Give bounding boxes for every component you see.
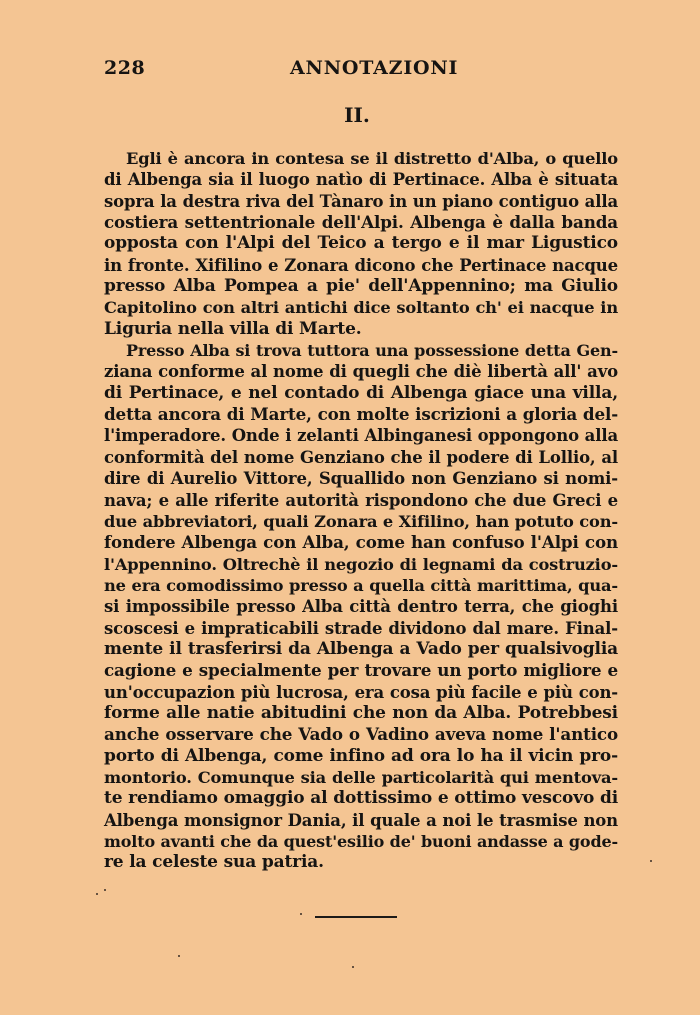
text-line: in fronte. Xifilino e Zonara dicono che Pertinace nacque: [104, 255, 618, 275]
text-line: si impossibile presso Alba città dentro terra, che gioghi: [104, 597, 618, 617]
body-text: [104, 148, 618, 874]
text-line: sopra la destra riva del Tànaro in un piano contiguo alla: [104, 191, 618, 211]
scan-speck: [96, 893, 98, 895]
text-line: ziana conforme al nome di quegli che diè libertà all' avo: [104, 362, 618, 382]
text-line: fondere Albenga con Alba, come han confuso l'Alpi con: [104, 532, 618, 553]
text-line: te rendiamo omaggio al dottissimo e ottimo vescovo di: [104, 788, 618, 809]
text-line: forme alle natie abitudini che non da Alba. Potrebbesi: [104, 702, 618, 723]
section-number: II.: [344, 103, 370, 127]
text-line: dire di Aurelio Vittore, Squallido non Genziano si nomi-: [104, 469, 618, 489]
text-line: l'imperadore. Onde i zelanti Albinganesi oppongono alla: [104, 426, 618, 446]
text-line: detta ancora di Marte, con molte iscrizioni a gloria del-: [104, 404, 618, 425]
text-line: Liguria nella villa di Marte.: [104, 318, 362, 339]
text-line: di Pertinace, e nel contado di Albenga giace una villa,: [104, 382, 618, 403]
text-line: nava; e alle riferite autorità rispondono che due Greci e: [104, 490, 618, 510]
text-line: re la celeste sua patria.: [104, 852, 324, 873]
text-line: cagione e specialmente per trovare un porto migliore e: [104, 660, 618, 681]
text-line: presso Alba Pompea a pie' dell'Appennino; ma Giulio: [104, 276, 618, 297]
scan-speck: [104, 889, 106, 891]
text-line: due abbreviatori, quali Zonara e Xifilino, han potuto con-: [104, 511, 618, 531]
text-line: opposta con l'Alpi del Teico a tergo e il mar Ligustico: [104, 233, 618, 254]
text-line: l'Appennino. Oltrechè il negozio di legnami da costruzio-: [104, 554, 618, 574]
text-line: porto di Albenga, come infino ad ora lo ha il vicin pro-: [104, 745, 618, 766]
text-line: scoscesi e impraticabili strade dividono dal mare. Final-: [104, 618, 618, 638]
page-number: 228: [104, 57, 146, 79]
scan-speck: [352, 966, 354, 968]
text-line: costiera settentrionale dell'Alpi. Albenga è dalla banda: [104, 212, 618, 233]
text-line: montorio. Comunque sia delle particolarità qui mentova-: [104, 767, 618, 787]
scan-speck: [300, 913, 302, 915]
text-line: Presso Alba si trova tuttora una possessione detta Gen-: [126, 341, 618, 361]
text-line: ne era comodissimo presso a quella città marittima, qua-: [104, 575, 618, 595]
text-line: di Albenga sia il luogo natìo di Pertinace. Alba è situata: [104, 170, 618, 190]
text-line: Capitolino con altri antichi dice soltanto ch' ei nacque in: [104, 298, 618, 318]
scan-speck: [650, 860, 652, 862]
text-line: mente il trasferirsi da Albenga a Vado per qualsivoglia: [104, 638, 618, 659]
footer-rule: [315, 916, 397, 918]
text-line: un'occupazion più lucrosa, era cosa più facile e più con-: [104, 682, 618, 702]
text-line: Albenga monsignor Dania, il quale a noi le trasmise non: [104, 810, 618, 830]
text-line: anche osservare che Vado o Vadino aveva nome l'antico: [104, 724, 618, 745]
text-line: Egli è ancora in contesa se il distretto d'Alba, o quello: [126, 149, 618, 168]
text-line: molto avanti che da quest'esilio de' buoni andasse a gode-: [104, 832, 618, 851]
text-line: conformità del nome Genziano che il podere di Lollio, al: [104, 447, 618, 467]
running-head: ANNOTAZIONI: [290, 57, 459, 79]
scan-speck: [178, 955, 180, 957]
